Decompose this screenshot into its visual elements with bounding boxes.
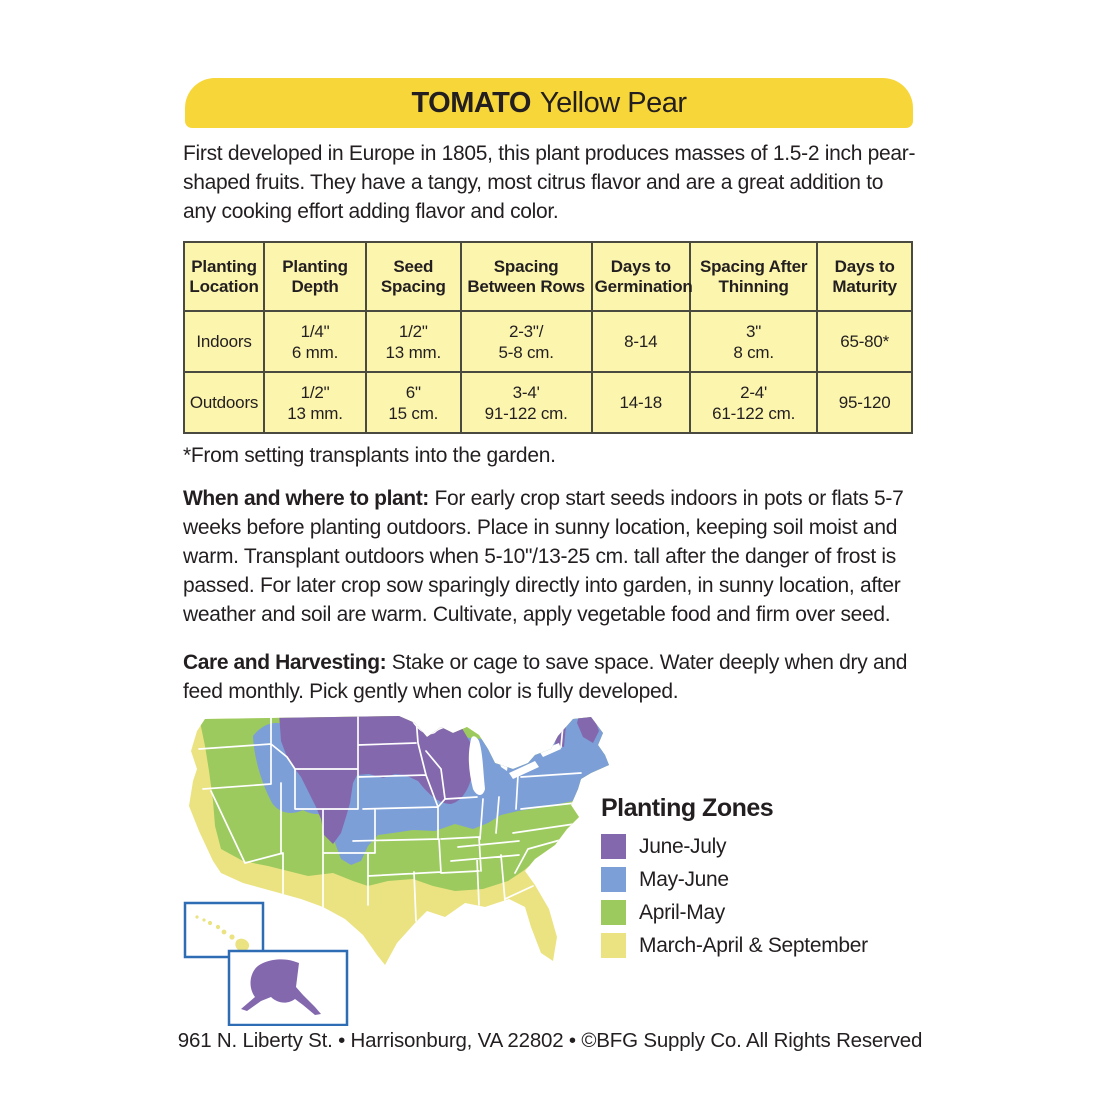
cell: 65-80* (817, 311, 912, 372)
table-row (184, 372, 912, 433)
col-header: Spacing After Thinning (690, 242, 817, 311)
cell: 95-120 (817, 372, 912, 433)
planting-table (183, 241, 913, 434)
us-map-svg (183, 711, 613, 1026)
when-where-heading: When and where to plant: (183, 487, 429, 510)
title-variety: TOMATO (411, 86, 531, 119)
legend-item (601, 830, 868, 863)
col-header: Seed Spacing (366, 242, 461, 311)
legend-label: June-July (639, 834, 727, 858)
page-title (411, 87, 686, 120)
legend-label: March-April & September (639, 933, 868, 957)
legend-item (601, 863, 868, 896)
col-header: Planting Depth (264, 242, 366, 311)
cell: Outdoors (184, 372, 264, 433)
cell: 2-3"/ 5-8 cm. (461, 311, 592, 372)
title-name: Yellow Pear (539, 86, 687, 119)
alaska-inset (229, 951, 347, 1025)
title-banner (185, 78, 913, 128)
legend-item (601, 896, 868, 929)
hawaii-inset (185, 903, 263, 957)
legend-swatch-march-april-september (601, 933, 626, 958)
legend-swatch-april-may (601, 900, 626, 925)
table-footnote: *From setting transplants into the garden. (183, 444, 556, 467)
cell: 14-18 (592, 372, 690, 433)
cell: 3" 8 cm. (690, 311, 817, 372)
col-header: Days to Germination (592, 242, 690, 311)
cell: 1/2" 13 mm. (264, 372, 366, 433)
legend-title: Planting Zones (601, 794, 774, 822)
cell: 1/2" 13 mm. (366, 311, 461, 372)
col-header: Planting Location (184, 242, 264, 311)
table-header-row (184, 242, 912, 311)
cell: 2-4' 61-122 cm. (690, 372, 817, 433)
when-where-text: For early crop start seeds indoors in pots or flats 5-7 weeks before planting outdoors. Place in sunny location, keeping soil moist and warm. Transplant outdoors when 5-10"/13-25 cm. tall after the danger of frost is passed. For later crop sow sparingly directly into garden, in sunny location, after weather and soil are warm. Cultivate, apply vegetable food and firm over seed. (183, 487, 904, 626)
description-text: First developed in Europe in 1805, this plant produces masses of 1.5-2 inch pear-shaped fruits. They have a tangy, most citrus flavor and are a great addition to any cooking effort adding flavor and color. (183, 142, 916, 223)
legend-swatch-june-july (601, 834, 626, 859)
col-header: Days to Maturity (817, 242, 912, 311)
cell: 3-4' 91-122 cm. (461, 372, 592, 433)
cell: 6" 15 cm. (366, 372, 461, 433)
us-planting-zone-map (183, 711, 613, 1026)
legend-label: April-May (639, 900, 725, 924)
care-heading: Care and Harvesting: (183, 651, 387, 674)
legend-label: May-June (639, 867, 729, 891)
legend-swatch-may-june (601, 867, 626, 892)
legend-item (601, 929, 868, 962)
care-text: Stake or cage to save space. Water deeply when dry and feed monthly. Pick gently when color is fully developed. (183, 651, 908, 703)
care-section (183, 648, 919, 706)
cell: 8-14 (592, 311, 690, 372)
when-where-section (183, 484, 919, 629)
address-copyright-line: 961 N. Liberty St. • Harrisonburg, VA 22802 • ©BFG Supply Co. All Rights Reserved (177, 1029, 923, 1052)
planting-zones-legend (601, 794, 868, 962)
col-header: Spacing Between Rows (461, 242, 592, 311)
cell: Indoors (184, 311, 264, 372)
cell: 1/4" 6 mm. (264, 311, 366, 372)
table-row (184, 311, 912, 372)
